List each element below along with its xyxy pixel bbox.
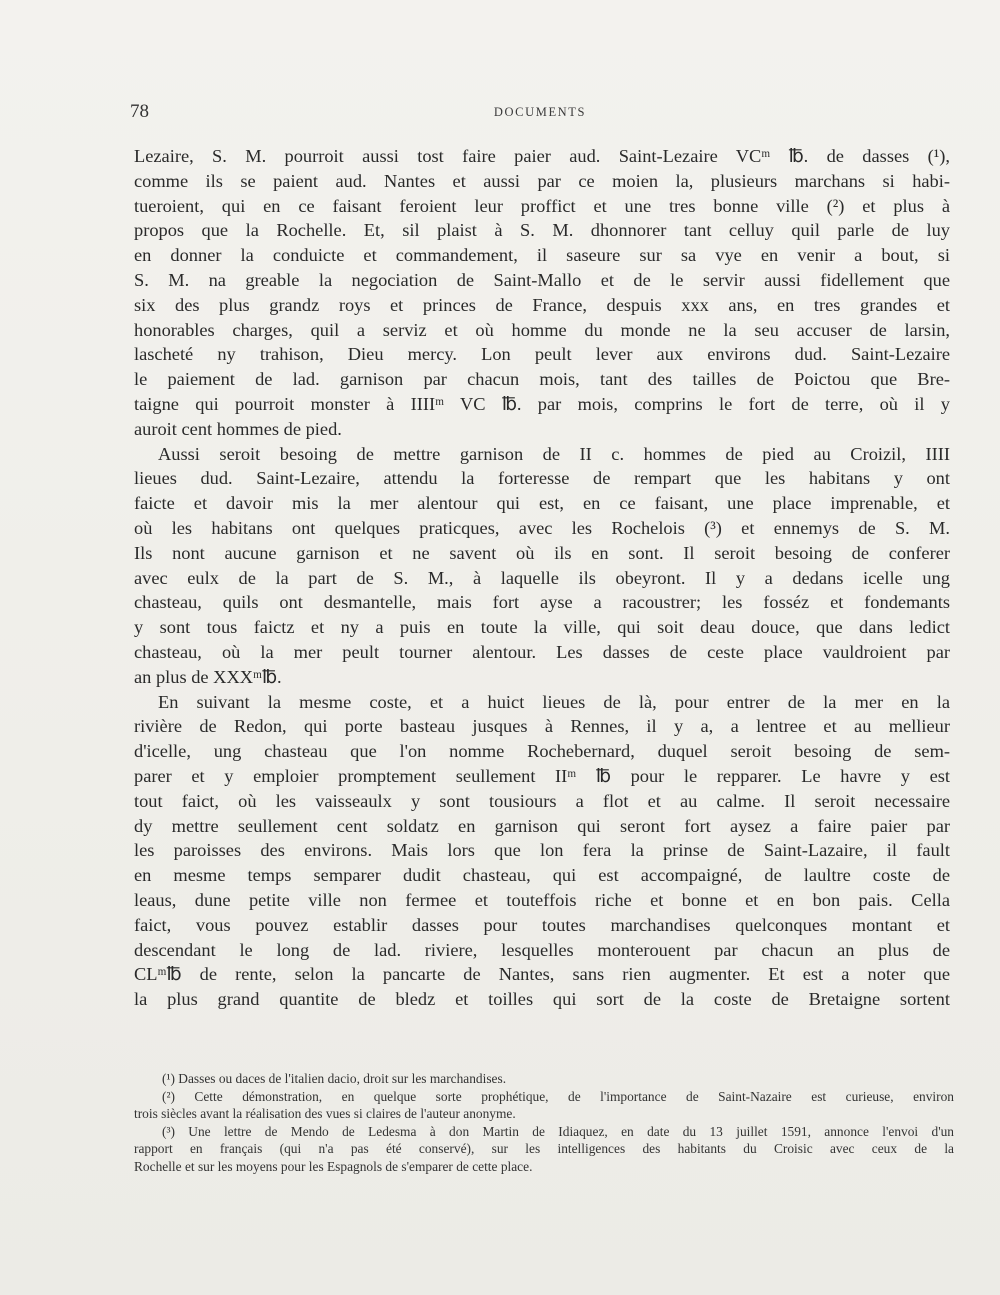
body-line: la plus grand quantite de bledz et toilles qui sort de la coste de Bretaigne sortent	[134, 989, 950, 1010]
body-line: le paiement de lad. garnison par chacun mois, tant des tailles de Poictou que Bre-	[134, 369, 950, 390]
body-line: où les habitans ont quelques praticques, avec les Rochelois (³) et ennemys de S. M.	[134, 517, 950, 538]
running-title: DOCUMENTS	[493, 105, 587, 119]
body-line: lascheté ny trahison, Dieu mercy. Lon peult lever aux environs dud. Saint-Lezaire	[134, 344, 950, 365]
body-line: d'icelle, ung chasteau que l'on nomme Rochebernard, duquel seroit besoing de sem-	[134, 741, 950, 762]
body-line: y sont tous faictz et ny a puis en toute la ville, qui soit deau douce, que dans ledict	[134, 617, 950, 638]
body-line: propos que la Rochelle. Et, sil plaist à S. M. dhonnorer tant celluy quil parle de luy	[134, 220, 950, 241]
footnotes	[134, 1070, 954, 1176]
body-line: en mesme temps semparer dudit chasteau, qui est accompaigné, de laultre coste de	[134, 865, 950, 886]
body-line: avec eulx de la part de S. M., à laquelle ils obeyront. Il y a dedans icelle ung	[134, 567, 950, 588]
body-line: Aussi seroit besoing de mettre garnison de II c. hommes de pied au Croizil, IIII	[158, 443, 950, 464]
body-line: Lezaire, S. M. pourroit aussi tost faire paier aud. Saint-Lezaire VCᵐ ℔. de dasses (¹),	[134, 146, 950, 166]
body-line: leaus, dune petite ville non fermee et touteffois riche et bonne et en bon pais. Cella	[134, 889, 950, 910]
body-line: auroit cent hommes de pied.	[134, 418, 342, 439]
body-line: dy mettre seullement cent soldatz en garnison qui seront fort aysez a faire paier par	[134, 815, 950, 836]
body-line: descendant le long de lad. riviere, lesquelles monterouent par chacun an plus de	[134, 939, 950, 960]
body-line: En suivant la mesme coste, et a huict lieues de là, pour entrer de la mer en la	[158, 691, 950, 712]
body-line: taigne qui pourroit monster à IIIIᵐ VC ℔. par mois, comprins le fort de terre, où il y	[134, 393, 950, 414]
body-line: CLᵐ℔ de rente, selon la pancarte de Nantes, sans rien augmenter. Et est a noter que	[134, 964, 950, 985]
footnote-line: (¹) Dasses ou daces de l'italien dacio, droit sur les marchandises.	[162, 1071, 507, 1086]
page-header	[130, 101, 950, 125]
body-line: six des plus grandz roys et princes de France, despuis xxx ans, en tres grandes et	[134, 294, 950, 315]
footnote-line: rapport en français (qui n'a pas été conservé), sur les intelligences des habitants du Croisic avec ceux de la	[134, 1141, 954, 1157]
body-line: lieues dud. Saint-Lezaire, attendu la forteresse de rempart que les habitans y ont	[134, 468, 950, 489]
footnote-line: (³) Une lettre de Mendo de Ledesma à don Martin de Idiaquez, en date du 13 juillet 1591, annonce l'envoi d'un	[162, 1123, 954, 1139]
body-line: tueroient, qui en ce faisant feroient leur proffict et une tres bonne ville (²) et plus à	[134, 195, 950, 216]
body-line: faicte et davoir mis la mer alentour qui est, en ce faisant, une place imprenable, et	[134, 493, 950, 514]
body-line: S. M. na greable la negociation de Saint-Mallo et de le servir aussi fidellement que	[134, 269, 950, 290]
body-line: parer et y emploier promptement seullement IIᵐ ℔ pour le repparer. Le havre y est	[134, 765, 950, 786]
body-line: rivière de Redon, qui porte basteau jusques à Rennes, il y a, a lentree et au mellieur	[134, 716, 950, 737]
body-line: comme ils se paient aud. Nantes et aussi par ce moien la, plusieurs marchans si habi-	[134, 170, 950, 191]
body-line: honorables charges, quil a serviz et où homme du monde ne la seu accuser de larsin,	[134, 319, 950, 340]
body-line: les paroisses des environs. Mais lors que lon fera la prinse de Saint-Lazaire, il fault	[134, 840, 950, 861]
body-line: chasteau, où la mer peult tourner alentour. Les dasses de ceste place vauldroient par	[134, 641, 950, 662]
footnote-line: trois siècles avant la réalisation des vues si claires de l'auteur anonyme.	[134, 1106, 516, 1122]
body-line: tout faict, où les vaisseaulx y sont tousiours a flot et au calme. Il seroit necessaire	[134, 790, 950, 811]
body-line: en donner la conduicte et commandement, il saseure sur sa vye en venir a bout, si	[134, 245, 950, 266]
footnote-line: Rochelle et sur les moyens pour les Espagnols de s'emparer de cette place.	[134, 1158, 533, 1174]
footnote-line: (²) Cette démonstration, en quelque sorte prophétique, de l'importance de Saint-Nazaire est curieuse, environ	[162, 1088, 954, 1104]
body-line: Ils nont aucune garnison et ne savent où ils en sont. Il seroit besoing de conferer	[134, 542, 950, 563]
body-line: chasteau, quils ont desmantelle, mais fort ayse a racoustrer; les fosséz et fondemants	[134, 592, 950, 613]
body-line: an plus de XXXᵐ℔.	[134, 666, 282, 687]
body-text	[134, 144, 950, 1012]
body-line: faict, vous pouvez establir dasses pour toutes marchandises quelconques montant et	[134, 914, 950, 935]
page-number: 78	[130, 101, 149, 122]
